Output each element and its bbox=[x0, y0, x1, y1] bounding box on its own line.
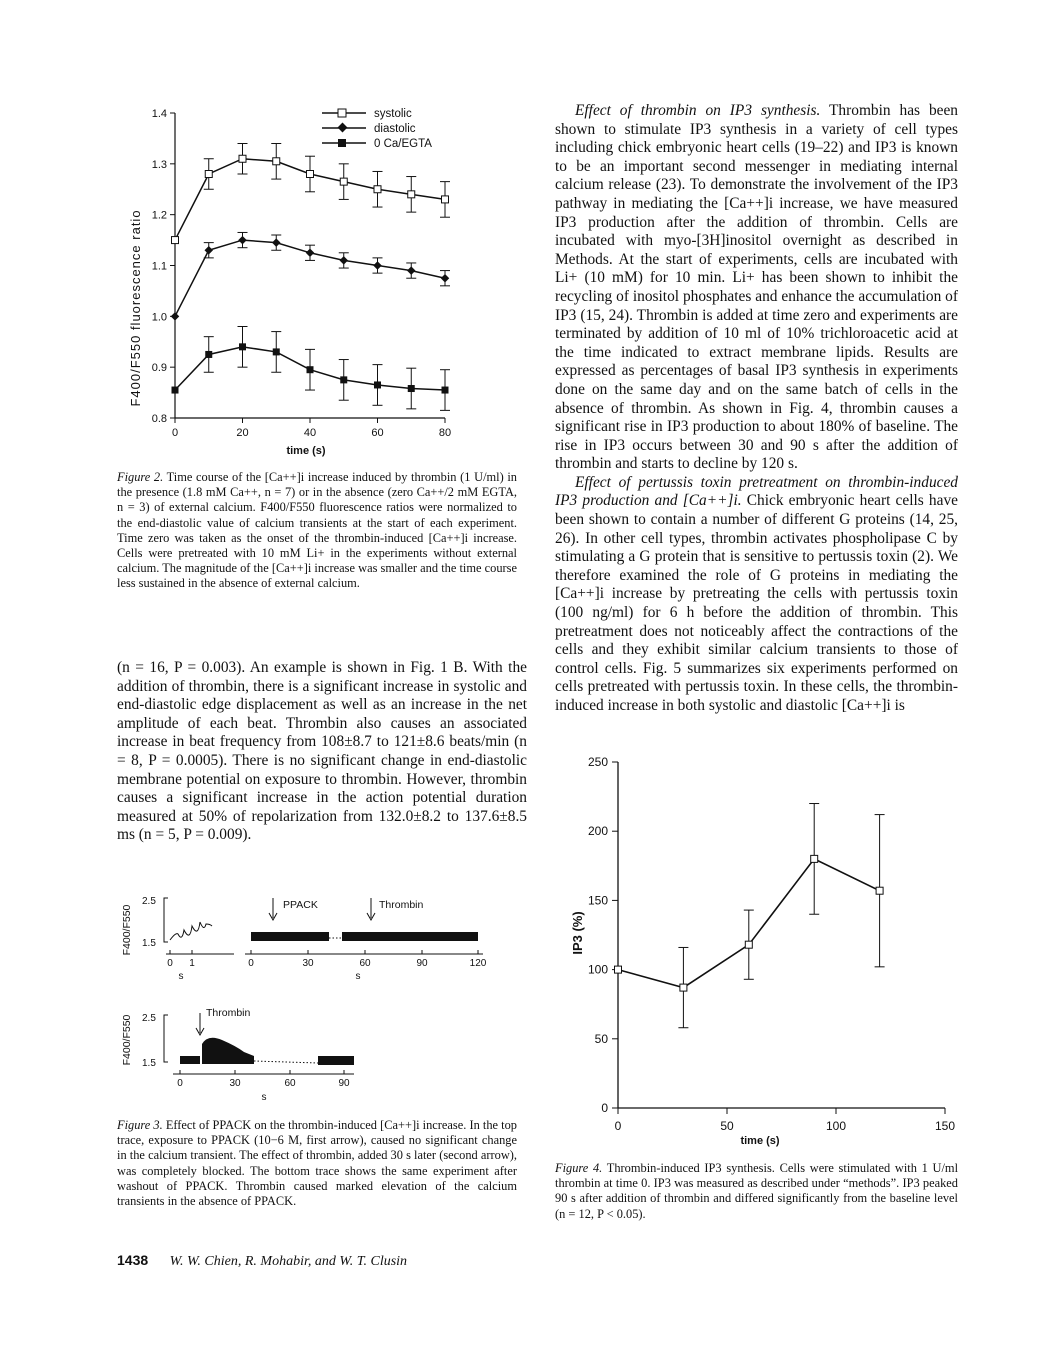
fig3-bottom-ticks bbox=[180, 1070, 344, 1074]
fig2-point-diastolic bbox=[340, 256, 348, 264]
p2-heading: Effect of pertussis toxin pretreatment on thrombin-induced IP3 production and [Ca++]i. bbox=[555, 473, 958, 510]
fig2-point-systolic bbox=[340, 178, 347, 185]
fig4-xtick-label: 100 bbox=[825, 1119, 847, 1133]
page-footer bbox=[117, 1252, 407, 1270]
fig3-inset-tick-0: 0 bbox=[167, 958, 173, 969]
figure-4-caption bbox=[555, 1161, 958, 1222]
fig3-top-trace-a bbox=[251, 932, 329, 941]
fig3-inset-unit: s bbox=[178, 971, 184, 982]
legend-systolic: systolic bbox=[374, 108, 412, 120]
fig4-xtick-label: 150 bbox=[934, 1119, 956, 1133]
p1-text: Thrombin has been shown to stimulate IP3 synthesis in a variety of cell types including chick embryonic heart cells (19–22) and IP3 is known to be an important second messenger in mediating internal calcium release (23). To demonstrate the involvement of the IP3 pathway in mediating the [Ca++]i increase, we have measured IP3 production after the addition of thrombin. Cells are incubated with myo-[3H]inositol overnight as described in Methods. At the start of experiments, cells are incubated with Li+ (10 mM) for 10 min. Li+ has been shown to inhibit the recycling of inositol phosphates and enhance the accumulation of IP3 (15, 24). Thrombin is added at time zero and experiments are terminated by addition of 10 ml of 10% trichloroacetic acid at the time indicated to extract membrane lipids. Results are expressed as percentages of basal IP3 synthesis in experiments done on the same day and on the same batch of cells in the absence of thrombin. As shown in Fig. 4, thrombin causes a significant rise in IP3 production to about 180% of baseline. The rise in IP3 occurs between 30 and 90 s after the addition of thrombin and starts to decline by 120 s. bbox=[555, 102, 958, 473]
fig2-point-diastolic bbox=[238, 236, 246, 244]
fig4-ytick-label: 250 bbox=[587, 755, 608, 769]
fig3-bottom-ytick-lo: 1.5 bbox=[142, 1058, 156, 1069]
fig2-point-egta bbox=[205, 351, 212, 358]
fig3-bottom-tick-30: 30 bbox=[229, 1078, 241, 1089]
fig2-point-systolic bbox=[273, 158, 280, 165]
fig3-top-trace-b bbox=[342, 932, 478, 941]
fig2-ytick-label: 1.4 bbox=[151, 108, 167, 120]
fig2-point-egta bbox=[172, 387, 179, 394]
fig2-point-systolic bbox=[374, 186, 381, 193]
fig2-point-diastolic bbox=[373, 261, 381, 269]
p2-text: Chick embryonic heart cells have been shown to contain a number of different G proteins (14, 25, 26). In other cell types, thrombin activates phospholipase C by stimulating a G protein that is sensitive to pertussis toxin (2). We therefore examined the role of G proteins in mediating the [Ca++]i increase by pretreating the cells with pertussis toxin (100 ng/ml) for 6 h before the addition of thrombin. This pretreatment does not noticeably affect the contractions of the cells and they exhibit similar calcium transients to those of control cells. Fig. 5 summarizes six experiments performed on cells pretreated with pertussis toxin. In these cells, the thrombin-induced increase in both systolic and diastolic [Ca++]i is bbox=[555, 492, 958, 714]
fig3-top-ticks bbox=[251, 950, 478, 954]
fig2-point-diastolic bbox=[205, 246, 213, 254]
fig3-bottom-ylabel: F400/F550 bbox=[121, 1014, 133, 1066]
fig2-point-systolic bbox=[172, 237, 179, 244]
fig2-point-systolic bbox=[307, 171, 314, 178]
fig3-top-ylabel: F400/F550 bbox=[121, 904, 133, 956]
fig3-arrow-ppack: PPACK bbox=[283, 899, 318, 911]
fig2-caption-text: Time course of the [Ca++]i increase induced by thrombin (1 U/ml) in the presence (1.8 mM Ca++, n = 7) or in the absence (zero Ca++/2 mM EGTA, n = 3) of external calcium. F400/F550 fluorescence ratios were normalized to the end-diastolic value of calcium transients at the start of each experiment. Time zero was taken as the onset of the thrombin-induced [Ca++]i increase. Cells were pretreated with 10 mM Li+ in the experiments without external calcium. The magnitude of the [Ca++]i increase was smaller and the time course less sustained in the absence of external calcium. bbox=[117, 470, 518, 591]
fig2-xtick-label: 0 bbox=[171, 427, 179, 439]
fig2-xtick-label: 60 bbox=[371, 427, 384, 439]
fig4-point bbox=[615, 966, 622, 973]
fig4-ylabel: IP3 (%) bbox=[570, 911, 585, 955]
fig2-caption-lead: Figure 2. bbox=[117, 470, 164, 484]
legend-ca-egta: 0 Ca/EGTA bbox=[374, 138, 432, 150]
right-paragraph-2 bbox=[555, 474, 958, 716]
fig3-arrow-thrombin-bottom: Thrombin bbox=[206, 1007, 251, 1019]
fig2-point-diastolic bbox=[272, 238, 280, 246]
fig4-ytick-label: 150 bbox=[587, 893, 608, 908]
fig4-ytick-label: 0 bbox=[601, 1101, 608, 1115]
fig3-top-tick-0: 0 bbox=[248, 958, 254, 969]
fig2-point-diastolic bbox=[407, 266, 415, 274]
fig4-ytick-label: 100 bbox=[587, 962, 608, 977]
fig2-marks bbox=[171, 144, 450, 411]
fig2-ytick-label: 1.3 bbox=[151, 158, 167, 171]
fig3-bottom-trace-end bbox=[318, 1056, 354, 1065]
fig3-caption-lead: Figure 3. bbox=[117, 1118, 163, 1132]
fig3-bottom-unit: s bbox=[261, 1092, 267, 1103]
fig2-point-systolic bbox=[239, 155, 246, 162]
fig2-xtick-label: 40 bbox=[303, 427, 317, 439]
figure-3-traces bbox=[118, 888, 518, 1118]
figure-2-caption bbox=[117, 470, 517, 592]
fig2-point-egta bbox=[374, 381, 381, 388]
fig2-xtick-label: 20 bbox=[236, 427, 249, 439]
fig2-point-egta bbox=[239, 343, 246, 350]
thrombin-arrow-icon-bottom bbox=[196, 1013, 204, 1035]
fig2-point-egta bbox=[442, 387, 449, 394]
fig2-ylabel: F400/F550 fluorescence ratio bbox=[128, 209, 143, 407]
fig2-point-diastolic bbox=[306, 249, 314, 257]
fig3-top-tick-30: 30 bbox=[302, 958, 314, 969]
fig3-top-unit: s bbox=[355, 971, 361, 982]
fig2-xlabel: time (s) bbox=[286, 445, 326, 457]
fig2-legend bbox=[322, 108, 432, 150]
fig4-marks bbox=[615, 804, 885, 1028]
fig2-ytick-label: 0.9 bbox=[151, 362, 167, 375]
fig4-xtick-label: 50 bbox=[720, 1119, 734, 1133]
right-body-text bbox=[555, 102, 958, 716]
fig2-ytick-label: 1.1 bbox=[151, 260, 167, 273]
fig4-point bbox=[811, 855, 818, 862]
fig4-caption-lead: Figure 4. bbox=[555, 1161, 603, 1175]
fig2-ytick-label: 1.0 bbox=[151, 311, 167, 324]
fig2-point-egta bbox=[273, 348, 280, 355]
fig4-point bbox=[745, 941, 752, 948]
thrombin-arrow-icon-top bbox=[367, 898, 375, 920]
figure-2-chart bbox=[110, 98, 470, 473]
fig4-point bbox=[680, 984, 687, 991]
fig4-xtick-label: 0 bbox=[614, 1119, 622, 1133]
figure-4-chart bbox=[560, 748, 970, 1158]
fig3-bottom-tick-90: 90 bbox=[338, 1078, 350, 1089]
legend-diastolic: diastolic bbox=[374, 123, 416, 135]
fig3-bottom-tick-0: 0 bbox=[177, 1078, 183, 1089]
fig3-arrow-thrombin-top: Thrombin bbox=[379, 899, 424, 911]
fig4-ytick-label: 50 bbox=[594, 1031, 608, 1046]
figure-3-caption bbox=[117, 1118, 517, 1209]
fig2-point-systolic bbox=[205, 171, 212, 178]
left-paragraph: (n = 16, P = 0.003). An example is shown in Fig. 1 B. With the addition of thrombin, there is a significant increase in systolic and end-diastolic edge displacement as well as an increase in the net amplitude of each beat. Thrombin also causes an associated increase in beat frequency from 108±8.7 to 121±8.6 beats/min (n = 8, P = 0.0005). There is no significant change in end-diastolic membrane potential on exposure to thrombin. However, thrombin causes a significant increase in the action potential duration measured at 50% of repolarization from 132.0±8.2 to 137.6±8.5 ms (n = 5, P = 0.009). bbox=[117, 659, 527, 844]
fig3-bottom-trace-rise bbox=[202, 1038, 254, 1064]
fig4-caption-text: Thrombin-induced IP3 synthesis. Cells were stimulated with 1 U/ml thrombin at time 0. IP3 was measured as described under “methods”. IP3 peaked 90 s after addition of thrombin and differed significantly from the baseline level (n = 12, P < 0.05). bbox=[555, 1161, 959, 1221]
ppack-arrow-icon bbox=[269, 898, 277, 920]
fig3-top-tick-60: 60 bbox=[359, 958, 371, 969]
page-number: 1438 bbox=[117, 1252, 149, 1268]
fig2-xtick-label: 80 bbox=[438, 427, 452, 439]
fig3-inset-tick-1: 1 bbox=[189, 958, 195, 969]
fig2-point-diastolic bbox=[171, 312, 179, 320]
fig4-xlabel: time (s) bbox=[740, 1135, 780, 1147]
fig3-top-tick-120: 120 bbox=[469, 958, 487, 969]
fig4-ytick-label: 200 bbox=[587, 824, 608, 839]
fig4-point bbox=[876, 887, 883, 894]
fig3-bottom-tick-60: 60 bbox=[284, 1078, 296, 1089]
left-body-text bbox=[117, 659, 527, 845]
fig2-point-egta bbox=[340, 376, 347, 383]
fig2-point-systolic bbox=[442, 196, 449, 203]
fig3-top-ytick-hi: 2.5 bbox=[142, 896, 156, 907]
footer-authors: W. W. Chien, R. Mohabir, and W. T. Clusin bbox=[169, 1254, 408, 1269]
fig2-point-diastolic bbox=[441, 274, 449, 282]
fig3-bottom-trace-base bbox=[180, 1056, 200, 1064]
right-paragraph-1 bbox=[555, 102, 958, 474]
fig2-point-egta bbox=[307, 366, 314, 373]
fig2-point-systolic bbox=[408, 191, 415, 198]
fig2-ytick-label: 1.2 bbox=[151, 209, 167, 222]
fig3-top-tick-90: 90 bbox=[416, 958, 428, 969]
fig3-top-ytick-lo: 1.5 bbox=[142, 938, 156, 949]
p1-heading: Effect of thrombin on IP3 synthesis. bbox=[575, 102, 821, 119]
fig2-point-egta bbox=[408, 385, 415, 392]
fig4-axes bbox=[588, 755, 955, 1133]
fig3-caption-text: Effect of PPACK on the thrombin-induced [Ca++]i increase. In the top trace, exposure to PPACK (10−6 M, first arrow), caused no significant change in the calcium transient. The effect of thrombin, added 30 s later (second arrow), was completely blocked. The bottom trace shows the same experiment after washout of PPACK. Thrombin caused marked elevation of the calcium transients in the absence of PPACK. bbox=[117, 1118, 517, 1209]
fig3-bottom-ytick-hi: 2.5 bbox=[142, 1013, 156, 1024]
fig2-ytick-label: 0.8 bbox=[151, 413, 167, 425]
